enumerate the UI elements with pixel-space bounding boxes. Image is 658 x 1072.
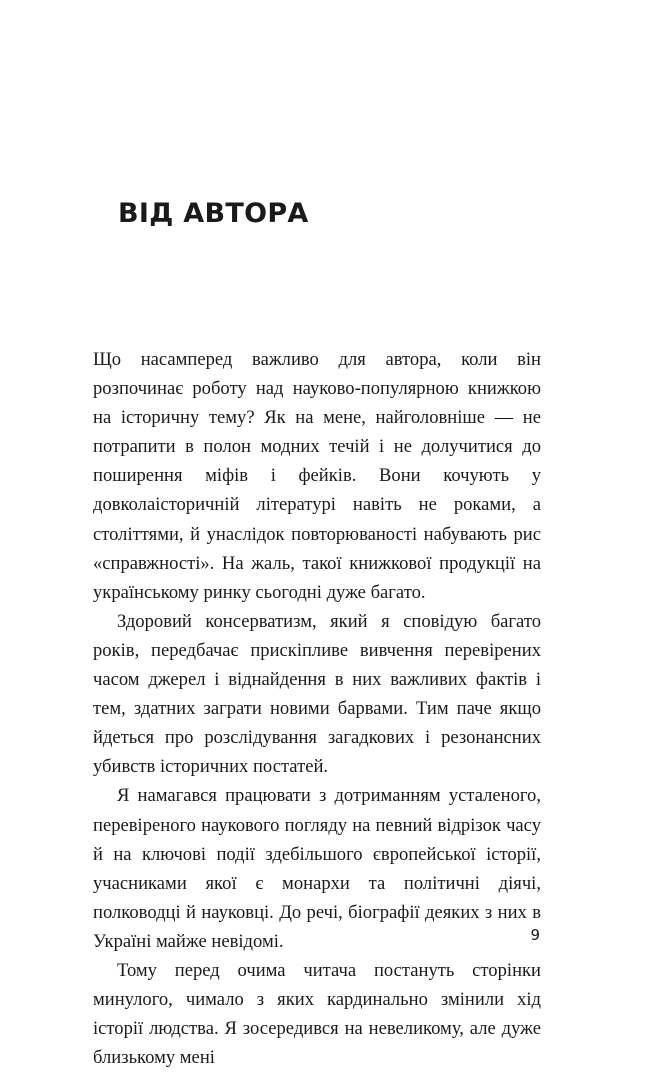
paragraph-3: Я намагався працювати з дотриманням усталеного, перевіреного наукового погляду на певний відрізок часу й на ключові події здебільшого європейської історії, учасниками якої є монархи та політичні діячі, полководці й науковці. До речі, біографії деяких з них в Україні майже невідомі.: [93, 785, 541, 952]
page-number: 9: [530, 926, 540, 944]
paragraph-2: Здоровий консерватизм, який я сповідую багато років, передбачає прискіпливе вивчення перевірених часом джерел і віднайдення в них важливих фактів і тем, здатних заграти новими барвами. Тим паче якщо йдеться про розслідування загадкових і резонансних убивств історичних постатей.: [93, 610, 541, 778]
paragraph-1: Що насамперед важливо для автора, коли він розпочинає роботу над науково-популярною книжкою на історичну тему? Як на мене, найголовніше — не потрапити в полон модних течій і не долучитися до поширення міфів і фейків. Вони кочують у довколаісторичній літературі навіть не роками, а століттями, й унаслідок повторюваності набувають рис «справжності». На жаль, такої книжкової продукції на українському ринку сьогодні дуже багато.: [93, 349, 541, 603]
chapter-title: ВІД АВТОРА: [118, 198, 309, 229]
paragraph-4: Тому перед очима читача постануть сторінки минулого, чимало з яких кардинально змінили хід історії людства. Я зосередився на невеликому, але дуже близькому мені: [93, 959, 541, 1069]
body-text: [93, 345, 541, 1072]
